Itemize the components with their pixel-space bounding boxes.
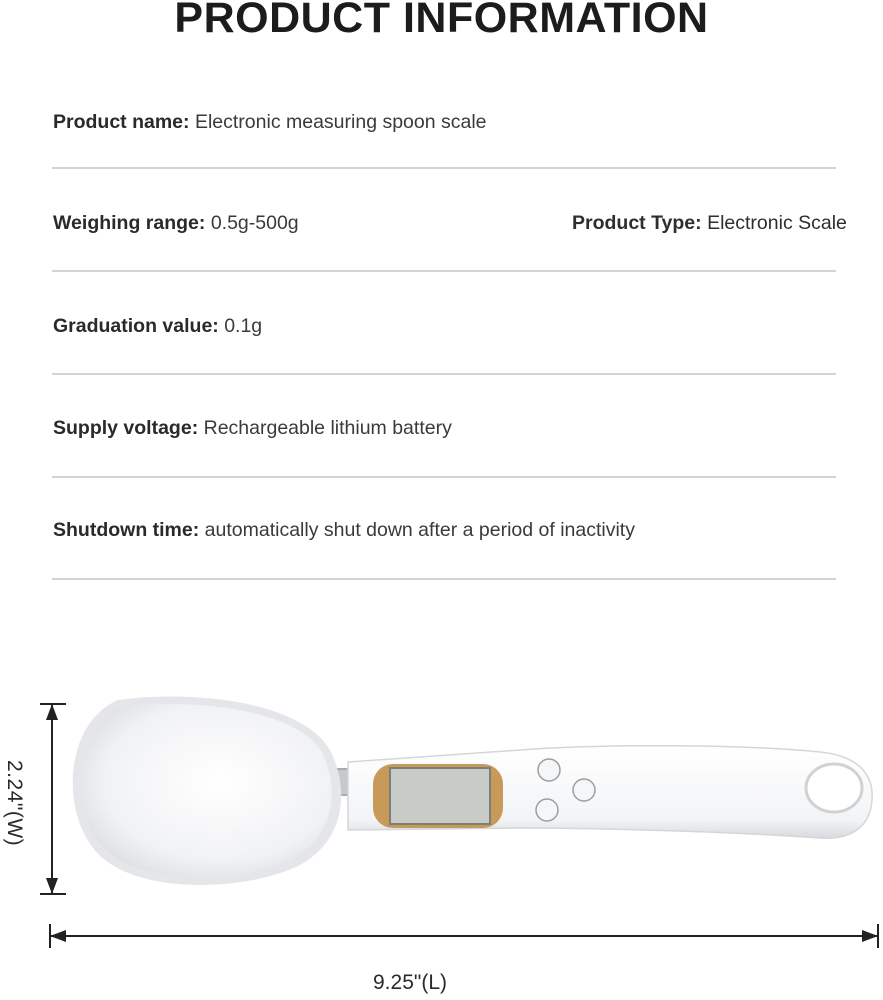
divider [52,373,836,375]
mode-button [536,799,558,821]
spec-graduation [53,315,262,338]
spec-label: Product name: [53,111,190,133]
lcd-screen [390,768,490,824]
spec-label: Product Type: [572,212,702,234]
spec-label: Shutdown time: [53,519,200,541]
spec-value: Rechargeable lithium battery [203,417,452,439]
spec-label: Supply voltage: [53,417,199,439]
spec-weighing-range [53,212,299,235]
spec-supply-voltage [53,417,452,440]
product-image-spoon-scale [0,690,883,960]
spec-product-name [53,111,487,134]
on-off-tare-button [538,759,560,781]
divider [52,476,836,478]
divider [52,167,836,169]
hold-button [573,779,595,801]
spec-value: Electronic Scale [707,212,847,234]
spec-value: 0.5g-500g [210,212,299,234]
spec-shutdown-time [53,519,635,542]
width-label: 2.24"(W) [3,760,26,847]
spec-value: 0.1g [224,315,263,337]
spec-product-type [572,212,847,235]
spec-label: Graduation value: [53,315,219,337]
spec-value: automatically shut down after a period of inactivity [204,519,635,541]
spec-label: Weighing range: [53,212,206,234]
divider [52,270,836,272]
length-label: 9.25"(L) [373,971,447,994]
page-title: PRODUCT INFORMATION [174,0,709,42]
hanging-hole [806,764,862,812]
spec-value: Electronic measuring spoon scale [194,111,487,133]
divider [52,578,836,580]
